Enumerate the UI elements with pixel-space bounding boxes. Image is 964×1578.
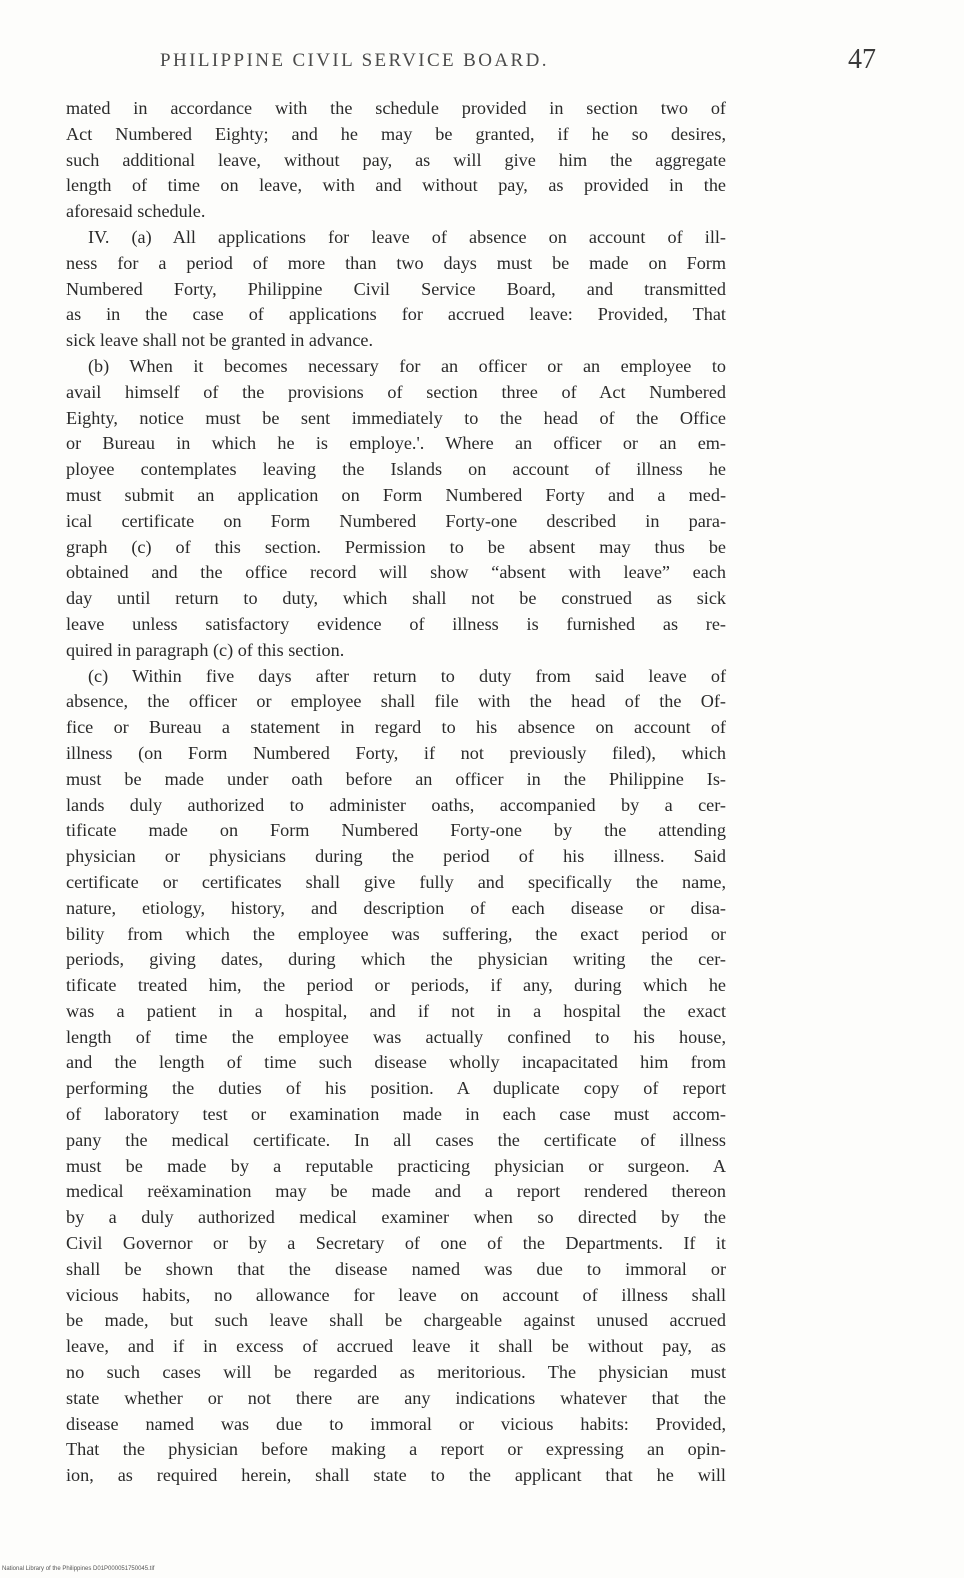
text-line: by a duly authorized medical examiner when so directed by the xyxy=(66,1207,726,1228)
text-line: vicious habits, no allowance for leave on account of illness shall xyxy=(66,1284,726,1305)
text-line: length of time on leave, with and without pay, as provided in the xyxy=(66,175,726,196)
text-line: tificate treated him, the period or periods, if any, during which he xyxy=(66,975,726,996)
text-line: quired in paragraph (c) of this section. xyxy=(66,639,345,660)
text-line: Civil Governor or by a Secretary of one of the Departments. If it xyxy=(66,1233,726,1254)
text-line: aforesaid schedule. xyxy=(66,201,206,222)
text-line: no such cases will be regarded as meritorious. The physician must xyxy=(66,1362,726,1383)
text-line: tificate made on Form Numbered Forty-one by the attending xyxy=(66,820,726,841)
page-number: 47 xyxy=(848,44,876,75)
text-line: length of time the employee was actually confined to his house, xyxy=(66,1026,726,1047)
text-line: lands duly authorized to administer oaths, accompanied by a cer- xyxy=(66,794,726,815)
text-line: periods, giving dates, during which the physician writing the cer- xyxy=(66,949,726,970)
text-line: leave, and if in excess of accrued leave it shall be without pay, as xyxy=(66,1336,726,1357)
text-line: state whether or not there are any indications whatever that the xyxy=(66,1387,726,1408)
text-line: must submit an application on Form Numbered Forty and a med- xyxy=(66,484,726,505)
text-line: performing the duties of his position. A duplicate copy of report xyxy=(66,1078,726,1099)
text-line: IV. (a) All applications for leave of absence on account of ill- xyxy=(88,226,726,247)
text-line: mated in accordance with the schedule provided in section two of xyxy=(66,98,726,118)
text-line: such additional leave, without pay, as will give him the aggregate xyxy=(66,149,726,170)
text-line: nature, etiology, history, and description of each disease or disa- xyxy=(66,897,726,918)
scan-footer-note: National Library of the Philippines D01P000051750045.tif xyxy=(2,1566,155,1572)
text-line: bility from which the employee was suffering, the exact period or xyxy=(66,923,726,944)
text-line: pany the medical certificate. In all cases the certificate of illness xyxy=(66,1129,726,1150)
text-line: obtained and the office record will show “absent with leave” each xyxy=(66,562,726,583)
text-line: disease named was due to immoral or vicious habits: Provided, xyxy=(66,1413,726,1434)
text-line: absence, the officer or employee shall file with the head of the Of- xyxy=(66,691,726,712)
text-line: Act Numbered Eighty; and he may be granted, if he so desires, xyxy=(66,123,726,144)
text-line: ical certificate on Form Numbered Forty-one described in para- xyxy=(66,510,726,531)
text-line: was a patient in a hospital, and if not in a hospital the exact xyxy=(66,1000,726,1021)
text-line: graph (c) of this section. Permission to be absent may thus be xyxy=(66,536,726,557)
text-line: of laboratory test or examination made in each case must accom- xyxy=(66,1104,726,1125)
text-line: (c) Within five days after return to duty from said leave of xyxy=(88,665,726,686)
text-line: ployee contemplates leaving the Islands on account of illness he xyxy=(66,459,726,480)
body-text xyxy=(66,96,726,1489)
text-line: must be made by a reputable practicing physician or surgeon. A xyxy=(66,1155,726,1176)
text-line: physician or physicians during the period of his illness. Said xyxy=(66,846,726,867)
text-line: shall be shown that the disease named was due to immoral or xyxy=(66,1258,726,1279)
text-line: That the physician before making a report or expressing an opin- xyxy=(66,1439,726,1460)
text-line: certificate or certificates shall give fully and specifically the name, xyxy=(66,871,726,892)
text-line: Eighty, notice must be sent immediately to the head of the Office xyxy=(66,407,726,428)
text-line: ness for a period of more than two days must be made on Form xyxy=(66,252,726,273)
text-line: must be made under oath before an officer in the Philippine Is- xyxy=(66,768,726,789)
text-line: day until return to duty, which shall not be construed as sick xyxy=(66,588,726,609)
text-line: illness (on Form Numbered Forty, if not previously filed), which xyxy=(66,742,726,763)
text-line: Numbered Forty, Philippine Civil Service Board, and transmitted xyxy=(66,278,726,299)
text-line: ion, as required herein, shall state to the applicant that he will xyxy=(66,1465,726,1486)
text-line: and the length of time such disease wholly incapacitated him from xyxy=(66,1052,726,1073)
text-line: as in the case of applications for accrued leave: Provided, That xyxy=(66,304,726,325)
text-line: or Bureau in which he is employe.'. Where an officer or an em- xyxy=(66,433,726,454)
text-line: (b) When it becomes necessary for an officer or an employee to xyxy=(88,355,726,376)
text-line: avail himself of the provisions of section three of Act Numbered xyxy=(66,381,726,402)
text-line: be made, but such leave shall be chargeable against unused accrued xyxy=(66,1310,726,1331)
text-line: fice or Bureau a statement in regard to his absence on account of xyxy=(66,717,726,738)
text-line: leave unless satisfactory evidence of illness is furnished as re- xyxy=(66,613,726,634)
text-line: medical reëxamination may be made and a report rendered thereon xyxy=(66,1181,726,1202)
running-head: PHILIPPINE CIVIL SERVICE BOARD. xyxy=(160,50,549,71)
text-line: sick leave shall not be granted in advance. xyxy=(66,330,374,351)
